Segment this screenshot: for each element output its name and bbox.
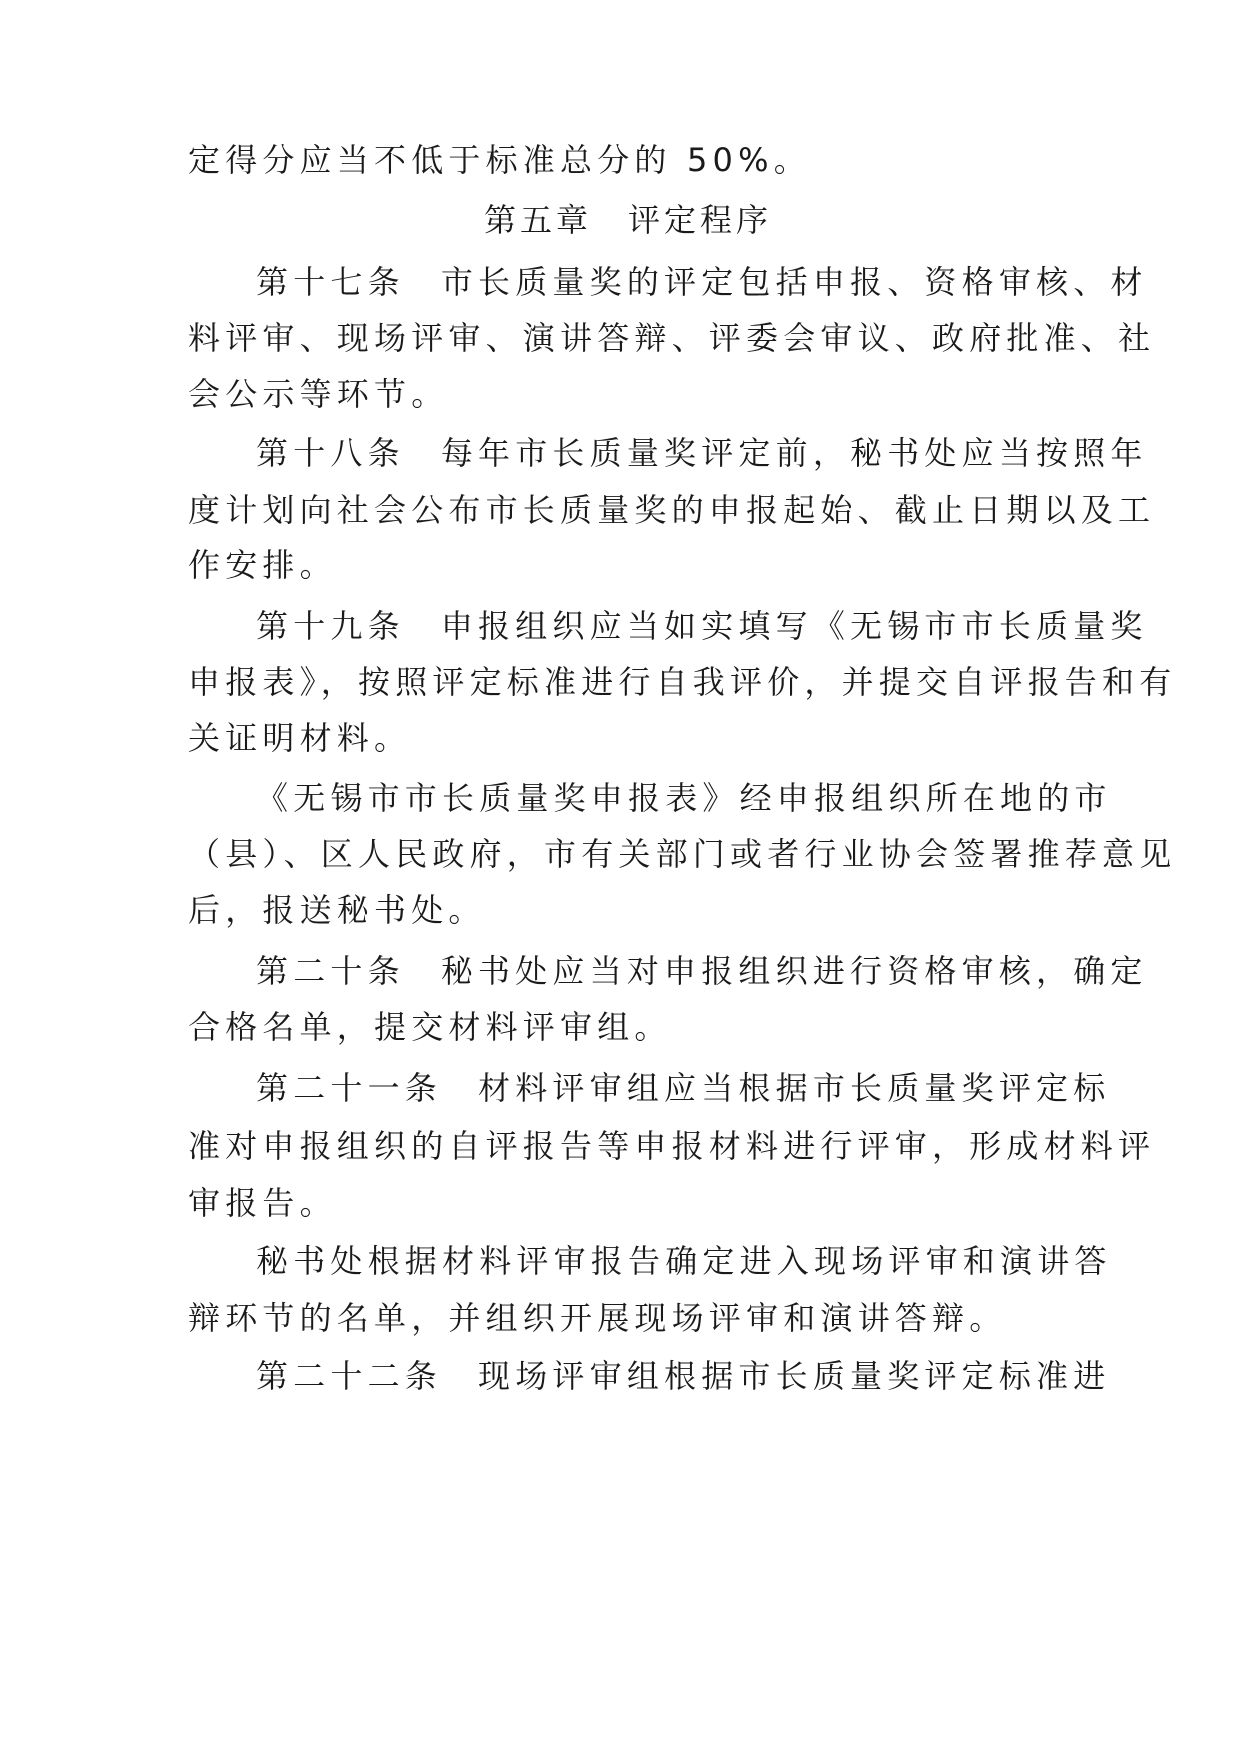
paragraph-line: 定得分应当不低于标准总分的 50%。 bbox=[188, 141, 811, 179]
article-18-line-3: 作安排。 bbox=[188, 546, 337, 584]
article-text: 申报组织应当如实填写《无锡市市长质量奖 bbox=[440, 607, 1148, 645]
article-number: 第二十二条 bbox=[256, 1357, 443, 1395]
article-17-line-2: 料评审、现场评审、演讲答辩、评委会审议、政府批准、社 bbox=[188, 319, 1156, 357]
article-number: 第十九条 bbox=[256, 607, 405, 645]
article-19-para-2-line-3: 后，报送秘书处。 bbox=[188, 891, 486, 929]
article-17-line-3: 会公示等环节。 bbox=[188, 375, 449, 413]
article-19-para-2-line-1: 《无锡市市长质量奖申报表》经申报组织所在地的市 bbox=[256, 779, 1112, 817]
article-21-line-2: 准对申报组织的自评报告等申报材料进行评审，形成材料评 bbox=[188, 1127, 1156, 1165]
article-21-para-2-line-1: 秘书处根据材料评审报告确定进入现场评审和演讲答 bbox=[256, 1242, 1112, 1280]
article-20-line-2: 合格名单，提交材料评审组。 bbox=[188, 1008, 672, 1046]
chapter-heading: 第五章 评定程序 bbox=[483, 201, 772, 239]
article-text: 秘书处应当对申报组织进行资格审核，确定 bbox=[440, 952, 1148, 990]
article-text: 材料评审组应当根据市长质量奖评定标 bbox=[478, 1069, 1111, 1107]
article-21-para-2-line-2: 辩环节的名单，并组织开展现场评审和演讲答辩。 bbox=[188, 1299, 1007, 1337]
article-number: 第二十条 bbox=[256, 952, 405, 990]
article-19-line-2: 申报表》，按照评定标准进行自我评价，并提交自评报告和有 bbox=[188, 663, 1177, 701]
article-19-line-3: 关证明材料。 bbox=[188, 719, 412, 757]
article-19-line-1 bbox=[256, 606, 1148, 646]
article-text: 现场评审组根据市长质量奖评定标准进 bbox=[478, 1357, 1111, 1395]
article-19-para-2-line-2: （县）、区人民政府，市有关部门或者行业协会签署推荐意见 bbox=[188, 835, 1177, 873]
article-18-line-1 bbox=[256, 433, 1148, 473]
article-17-line-1 bbox=[256, 262, 1148, 302]
article-number: 第十八条 bbox=[256, 434, 405, 472]
article-text: 市长质量奖的评定包括申报、资格审核、材 bbox=[440, 263, 1148, 301]
article-20-line-1 bbox=[256, 951, 1148, 991]
article-21-line-1 bbox=[256, 1068, 1111, 1108]
article-text: 每年市长质量奖评定前，秘书处应当按照年 bbox=[440, 434, 1148, 472]
article-21-line-3: 审报告。 bbox=[188, 1184, 337, 1222]
article-22-line-1 bbox=[256, 1356, 1111, 1396]
article-number: 第十七条 bbox=[256, 263, 405, 301]
article-number: 第二十一条 bbox=[256, 1069, 443, 1107]
article-18-line-2: 度计划向社会公布市长质量奖的申报起始、截止日期以及工 bbox=[188, 491, 1156, 529]
